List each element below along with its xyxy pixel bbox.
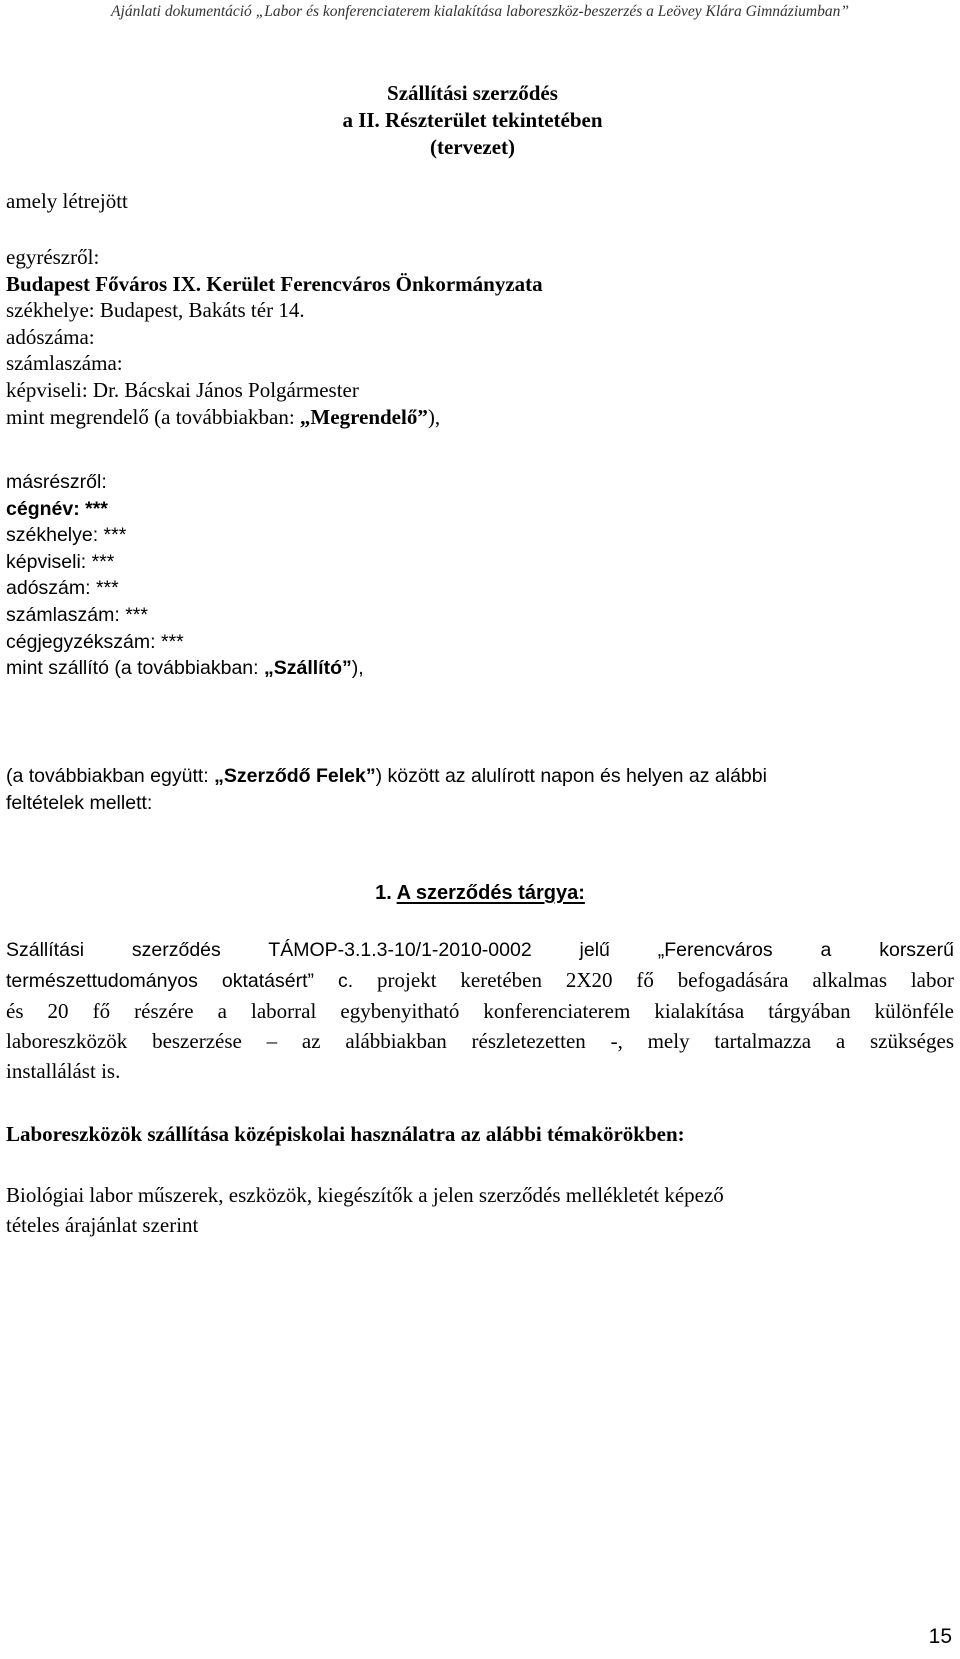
page-number: 15: [928, 1625, 952, 1648]
party-one-seat: székhelye: Budapest, Bakáts tér 14.: [6, 298, 305, 323]
header-project: „Labor és konferenciaterem kialakítása laboreszköz-beszerzés a Leövey Klára Gimnáziumban”: [255, 3, 849, 20]
party-one-label: egyrészről:: [6, 245, 100, 269]
party-one-tax: adószáma:: [6, 324, 95, 349]
running-header: [0, 3, 960, 21]
document-title: [270, 80, 675, 161]
party-two-role-name: „Szállító”: [263, 657, 352, 680]
party-two-reg: cégjegyzékszám: ***: [6, 630, 184, 653]
section-number: 1.: [375, 882, 392, 904]
together-line-1: [6, 763, 767, 790]
party-two-label: másrészről:: [6, 471, 107, 493]
subject-line-2: [6, 965, 954, 996]
together-parties: „Szerződő Felek”: [214, 765, 376, 787]
party-two-role-suffix: ),: [351, 657, 364, 680]
party-two-rep: képviseli: ***: [6, 550, 115, 573]
party-two-block: [6, 469, 364, 682]
party-two-tax: adószám: ***: [6, 577, 119, 600]
party-two-account: számlaszám: ***: [6, 603, 148, 626]
subject-paragraph: [6, 935, 954, 1086]
together-prefix: (a továbbiakban együtt:: [6, 765, 215, 787]
subject-line-4: laboreszközök beszerzése – az alábbiakban részletezetten -, mely tartalmazza a szükséges: [6, 1029, 954, 1053]
party-one-role: [6, 404, 543, 431]
party-one-block: [6, 244, 543, 430]
section-title: A szerződés tárgya:: [396, 882, 585, 904]
subject-line-2-sans: természettudományos oktatásért” c.: [6, 970, 354, 992]
together-block: [6, 763, 767, 816]
bio-paragraph: [6, 1180, 724, 1240]
party-two-role: [6, 655, 364, 682]
title-line-2: a II. Részterület tekintetében: [342, 108, 603, 132]
title-line-3: (tervezet): [429, 135, 516, 159]
party-one-rep: képviseli: Dr. Bácskai János Polgármester: [6, 377, 359, 402]
subject-line-2-serif: projekt keretében 2X20 fő befogadására alkalmas labor: [353, 968, 954, 992]
together-suffix: ) között az alulírott napon és helyen az alábbi: [375, 765, 767, 787]
together-line-2: feltételek mellett:: [6, 791, 153, 814]
title-line-1: Szállítási szerződés: [387, 81, 558, 105]
subject-line-1: Szállítási szerződés TÁMOP-3.1.3-10/1-2010-0002 jelű „Ferencváros a korszerű: [6, 939, 954, 961]
party-one-account: számlaszáma:: [6, 351, 123, 376]
bio-line-1: Biológiai labor műszerek, eszközök, kiegészítők a jelen szerződés mellékletét képező: [6, 1183, 724, 1207]
party-one-name: Budapest Főváros IX. Kerület Ferencváros Önkormányzata: [6, 271, 543, 296]
subject-line-3: és 20 fő részére a laborral egybenyitható konferenciaterem kialakítása tárgyában különféle: [6, 999, 954, 1023]
intro-text: amely létrejött: [6, 189, 128, 213]
header-prefix: Ajánlati dokumentáció: [111, 3, 252, 20]
party-two-seat: székhelye: ***: [6, 524, 127, 547]
party-two-role-prefix: mint szállító (a továbbiakban:: [6, 657, 264, 680]
topics-heading: Laboreszközök szállítása középiskolai használatra az alábbi témakörökben:: [6, 1122, 685, 1146]
section-heading: [0, 882, 960, 905]
subject-line-5: installálást is.: [6, 1059, 121, 1083]
party-one-role-name: „Megrendelő”: [299, 404, 428, 429]
bio-line-2: tételes árajánlat szerint: [6, 1213, 199, 1237]
party-one-role-suffix: ),: [427, 404, 441, 429]
party-one-role-prefix: mint megrendelő (a továbbiakban:: [6, 404, 300, 429]
party-two-name: cégnév: ***: [6, 497, 108, 520]
